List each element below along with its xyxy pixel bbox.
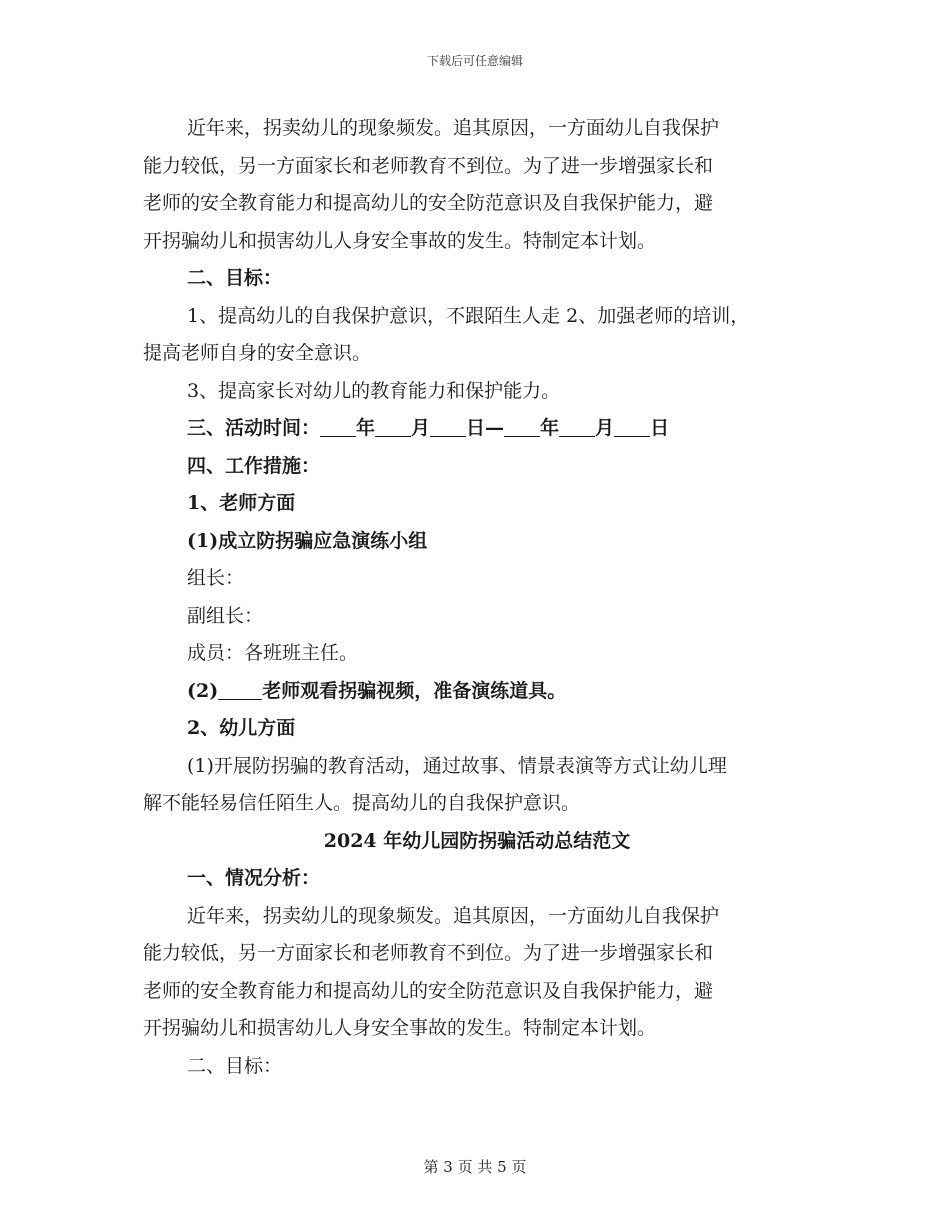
month-label: 月 bbox=[595, 417, 615, 439]
item-text: 老师观看拐骗视频，准备演练道具。 bbox=[262, 679, 567, 702]
blank-line bbox=[614, 417, 650, 437]
activity-time-label: 三、活动时间： bbox=[187, 417, 321, 439]
subheading-children: 2、幼儿方面 bbox=[187, 717, 296, 739]
paragraph-line: 开拐骗幼儿和损害幼儿人身安全事故的发生。特制定本计划。 bbox=[143, 1017, 657, 1039]
paragraph-line: (1)开展防拐骗的教育活动，通过故事、情景表演等方式让幼儿理 bbox=[187, 754, 727, 777]
paragraph-line: 提高老师自身的安全意识。 bbox=[143, 342, 372, 364]
blank-line bbox=[559, 417, 595, 437]
month-label: 月 bbox=[411, 417, 431, 439]
blank-line bbox=[375, 417, 411, 437]
paragraph-line: 近年来，拐卖幼儿的现象频发。追其原因，一方面幼儿自我保护 bbox=[187, 117, 720, 139]
members-line: 成员：各班班主任。 bbox=[187, 642, 359, 664]
subheading-drill-group: (1)成立防拐骗应急演练小组 bbox=[187, 529, 428, 552]
group-leader-line: 组长： bbox=[187, 567, 245, 589]
blank-line bbox=[504, 417, 540, 437]
section-heading-goals: 二、目标： bbox=[187, 267, 283, 289]
paragraph-line: 能力较低，另一方面家长和老师教育不到位。为了进一步增强家长和 bbox=[143, 942, 714, 964]
paragraph-line: 老师的安全教育能力和提高幼儿的安全防范意识及自我保护能力，避 bbox=[143, 192, 714, 214]
paragraph-line: 1、提高幼儿的自我保护意识，不跟陌生人走 2、加强老师的培训， bbox=[187, 304, 750, 327]
section-heading-situation: 一、情况分析： bbox=[187, 867, 321, 889]
year-label: 年 bbox=[540, 417, 560, 439]
day-label: 日— bbox=[466, 417, 505, 439]
document-body bbox=[143, 110, 811, 1085]
paragraph-line: 开拐骗幼儿和损害幼儿人身安全事故的发生。特制定本计划。 bbox=[143, 229, 657, 252]
day-label: 日 bbox=[650, 417, 670, 439]
blank-line bbox=[218, 680, 262, 700]
deputy-leader-line: 副组长： bbox=[187, 604, 264, 627]
paragraph-line: 3、提高家长对幼儿的教育能力和保护能力。 bbox=[187, 379, 561, 402]
page-header: 下载后可任意编辑 bbox=[426, 54, 523, 68]
blank-line bbox=[430, 417, 466, 437]
blank-line bbox=[320, 417, 356, 437]
paragraph-line: 老师的安全教育能力和提高幼儿的安全防范意识及自我保护能力，避 bbox=[143, 979, 714, 1002]
paragraph-line: 能力较低，另一方面家长和老师教育不到位。为了进一步增强家长和 bbox=[143, 154, 714, 177]
section-heading-measures: 四、工作措施： bbox=[187, 454, 321, 477]
page-footer: 第 3 页 共 5 页 bbox=[423, 1158, 527, 1176]
section-heading-goals-2: 二、目标： bbox=[187, 1054, 283, 1077]
subheading-teachers: 1、老师方面 bbox=[187, 492, 296, 514]
subheading-teacher-video bbox=[143, 673, 811, 711]
year-label: 年 bbox=[356, 417, 376, 439]
item-number: (2) bbox=[187, 679, 219, 702]
paragraph-line: 近年来，拐卖幼儿的现象频发。追其原因，一方面幼儿自我保护 bbox=[187, 904, 720, 927]
document-title: 2024 年幼儿园防拐骗活动总结范文 bbox=[323, 829, 631, 852]
section-heading-activity-time bbox=[143, 410, 811, 448]
paragraph-line: 解不能轻易信任陌生人。提高幼儿的自我保护意识。 bbox=[143, 792, 581, 814]
